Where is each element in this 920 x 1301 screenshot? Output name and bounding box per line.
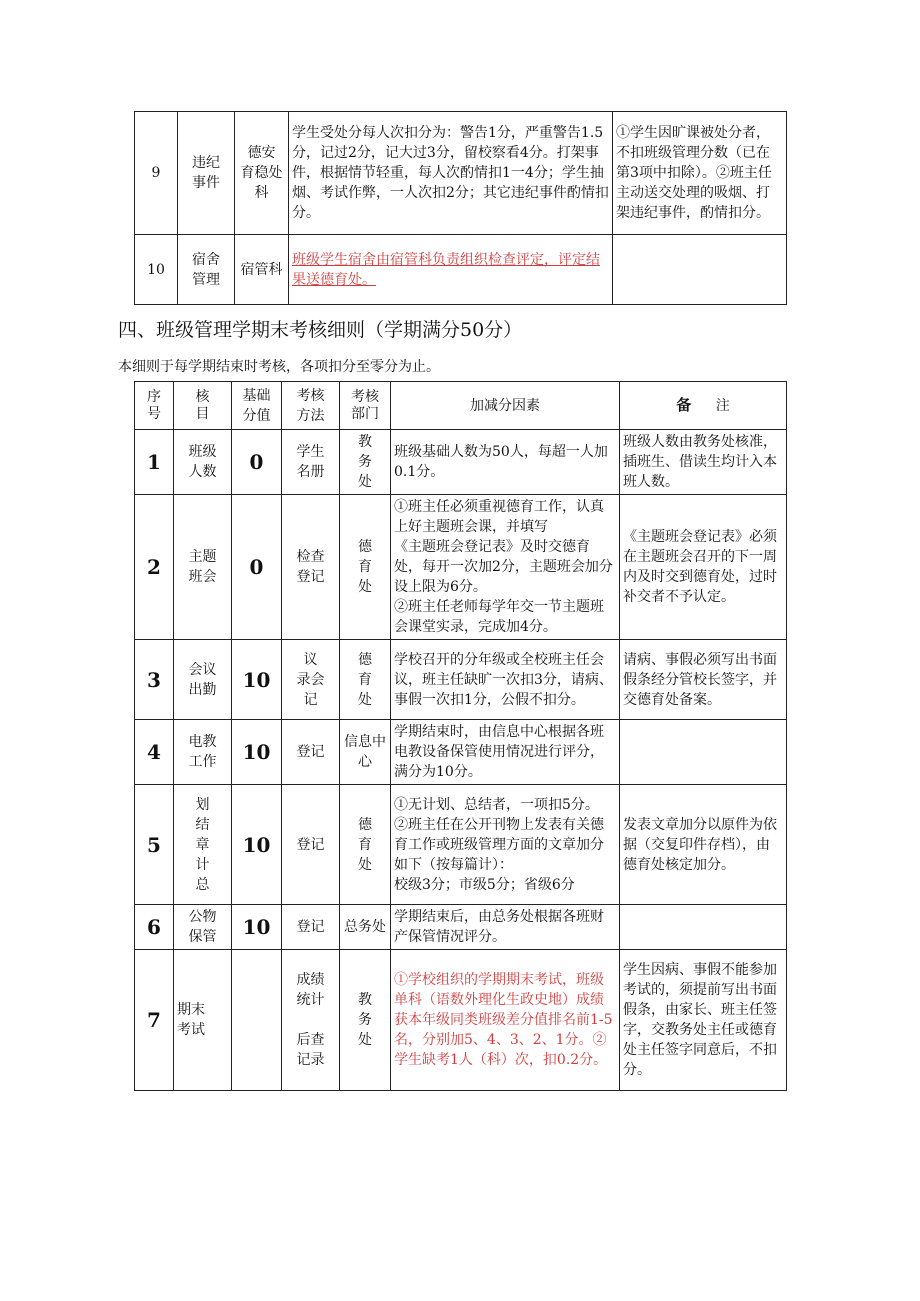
row-item: 班级 人数 xyxy=(174,430,232,495)
row-note: ①学生因旷课被处分者，不扣班级管理分数（已在第3项中扣除）。②班主任主动送交处理的吸烟、打架违纪事件，酌情扣分。 xyxy=(613,112,787,235)
row-department: 德 育 处 xyxy=(340,785,391,905)
table-row xyxy=(135,430,787,495)
row-department: 总务处 xyxy=(340,905,391,950)
row-remarks: 学生因病、事假不能参加考试的，须提前写出书面假条，由家长、班主任签字，交教务处主任或德育处主任签字同意后，不扣分。 xyxy=(620,950,787,1091)
row-item: 违纪 事件 xyxy=(178,112,235,235)
header-remarks-b: 注 xyxy=(715,398,730,414)
row-department: 宿管科 xyxy=(235,235,289,305)
table-row xyxy=(135,640,787,720)
row-note xyxy=(613,235,787,305)
row-base-score: 0 xyxy=(232,495,282,640)
row-remarks: 班级人数由教务处核准，插班生、借读生均计入本班人数。 xyxy=(620,430,787,495)
row-item: 宿舍 管理 xyxy=(178,235,235,305)
row-base-score: 10 xyxy=(232,640,282,720)
row-department: 教 务 处 xyxy=(340,950,391,1091)
row-remarks: 发表文章加分以原件为依据（交复印件存档），由德育处核定加分。 xyxy=(620,785,787,905)
row-factors: ①无计划、总结者，一项扣5分。 ②班主任在公开刊物上发表有关德育工作或班级管理方面的文章加分如下（按每篇计）： 校级3分；市级5分；省级6分 xyxy=(391,785,620,905)
row-method: 登记 xyxy=(282,905,340,950)
row-number: 3 xyxy=(135,640,174,720)
row-item: 期末 考试 xyxy=(174,950,232,1091)
row-number: 7 xyxy=(135,950,174,1091)
header-remarks xyxy=(620,382,787,430)
row-number: 5 xyxy=(135,785,174,905)
row-item: 划 结 章 计 总 xyxy=(174,785,232,905)
row-method: 登记 xyxy=(282,785,340,905)
table-row xyxy=(135,905,787,950)
row-remarks xyxy=(620,720,787,785)
table-row xyxy=(135,785,787,905)
header-factors: 加减分因素 xyxy=(391,382,620,430)
row-number: 6 xyxy=(135,905,174,950)
header-item: 核 目 xyxy=(174,382,232,430)
row-base-score xyxy=(232,950,282,1091)
row-remarks: 《主题班会登记表》必须在主题班会召开的下一周内及时交到德育处，过时补交者不予认定。 xyxy=(620,495,787,640)
header-number: 序 号 xyxy=(135,382,174,430)
row-item: 会议 出勤 xyxy=(174,640,232,720)
table-row xyxy=(135,950,787,1091)
header-base-score: 基础 分值 xyxy=(232,382,282,430)
top-table xyxy=(134,111,787,305)
row-method: 学生 名册 xyxy=(282,430,340,495)
header-department: 考核 部门 xyxy=(340,382,391,430)
row-number: 4 xyxy=(135,720,174,785)
row-remarks: 请病、事假必须写出书面假条经分管校长签字，并交德育处备案。 xyxy=(620,640,787,720)
row-department: 德安 育稳处 科 xyxy=(235,112,289,235)
header-method: 考核 方法 xyxy=(282,382,340,430)
table-row xyxy=(135,495,787,640)
row-method: 议 录会 记 xyxy=(282,640,340,720)
row-method: 检查 登记 xyxy=(282,495,340,640)
row-number: 2 xyxy=(135,495,174,640)
section-heading: 四、班级管理学期末考核细则（学期满分50分） xyxy=(118,319,523,341)
row-department: 德 育 处 xyxy=(340,495,391,640)
row-item: 电教 工作 xyxy=(174,720,232,785)
row-department: 教 务 处 xyxy=(340,430,391,495)
row-base-score: 10 xyxy=(232,720,282,785)
table-row xyxy=(135,720,787,785)
row-department: 德 育 处 xyxy=(340,640,391,720)
row-method: 成绩 统计 后查 记录 xyxy=(282,950,340,1091)
row-number: 10 xyxy=(135,235,178,305)
row-factors: 学校召开的分年级或全校班主任会议，班主任缺旷一次扣3分，请病、事假一次扣1分，公假不扣分。 xyxy=(391,640,620,720)
row-number: 9 xyxy=(135,112,178,235)
row-item: 主题 班会 xyxy=(174,495,232,640)
row-base-score: 10 xyxy=(232,785,282,905)
row-factors: 学期结束后，由总务处根据各班财产保管情况评分。 xyxy=(391,905,620,950)
row-factors: 学期结束时，由信息中心根据各班电教设备保管使用情况进行评分，满分为10分。 xyxy=(391,720,620,785)
row-base-score: 10 xyxy=(232,905,282,950)
row-factors: ①学校组织的学期期末考试，班级单科（语数外理化生政史地）成绩获本年级同类班级差分值排名前1-5名，分别加5、4、3、2、1分。②学生缺考1人（科）次，扣0.2分。 xyxy=(391,950,620,1091)
row-base-score: 0 xyxy=(232,430,282,495)
row-remarks xyxy=(620,905,787,950)
table-row xyxy=(135,112,787,235)
row-factors: ①班主任必须重视德育工作，认真上好主题班会课，并填写 《主题班会登记表》及时交德育处，每开一次加2分，主题班会加分设上限为6分。 ②班主任老师每学年交一节主题班会课堂实录，完成加4分。 xyxy=(391,495,620,640)
section-note: 本细则于每学期结束时考核，各项扣分至零分为止。 xyxy=(118,359,440,375)
header-remarks-a: 备 xyxy=(676,396,712,414)
table-row xyxy=(135,235,787,305)
assessment-table xyxy=(134,381,787,1091)
row-description: 班级学生宿舍由宿管科负责组织检查评定，评定结果送德育处。 xyxy=(289,235,613,305)
row-number: 1 xyxy=(135,430,174,495)
row-factors: 班级基础人数为50人，每超一人加0.1分。 xyxy=(391,430,620,495)
header-row xyxy=(135,382,787,430)
row-item: 公物 保管 xyxy=(174,905,232,950)
row-department: 信息中 心 xyxy=(340,720,391,785)
row-description: 学生受处分每人次扣分为：警告1分，严重警告1.5分，记过2分，记大过3分，留校察看4分。打架事件，根据情节轻重，每人次酌情扣1一4分；学生抽烟、考试作弊，一人次扣2分；其它违纪事件酌情扣分。 xyxy=(289,112,613,235)
row-method: 登记 xyxy=(282,720,340,785)
